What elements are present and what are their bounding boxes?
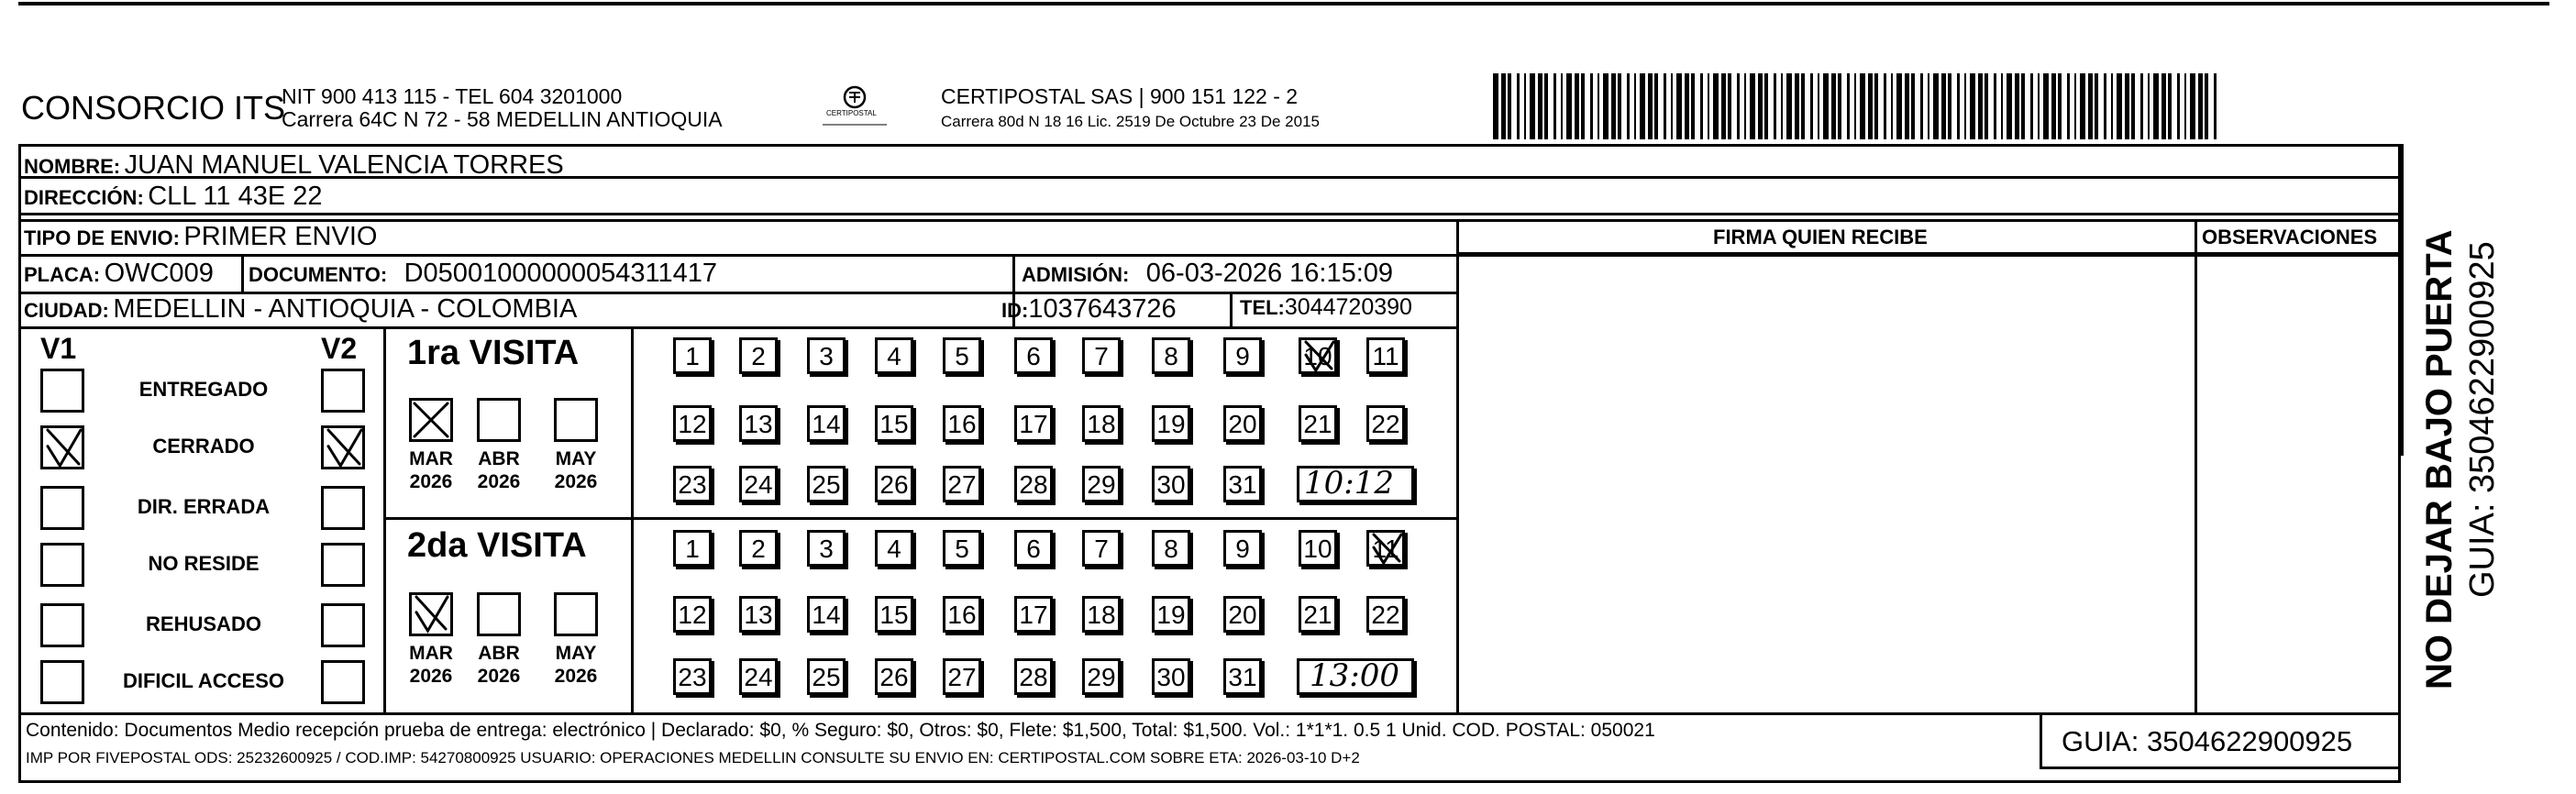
barcode-bar (1758, 73, 1763, 139)
col-line (241, 254, 244, 292)
visit2-day-box[interactable]: 23 (673, 658, 712, 695)
v1-cerrado-mark (42, 427, 84, 469)
visit1-day-box[interactable]: 16 (943, 405, 981, 442)
barcode-bar (2104, 73, 2106, 139)
visit1-day-box[interactable]: 6 (1014, 337, 1053, 374)
certipostal-logo (813, 84, 896, 136)
barcode-bar (1978, 73, 1983, 139)
barcode-bar (2190, 73, 2195, 139)
row-line (383, 517, 1458, 520)
main-frame-right (2401, 144, 2404, 456)
visit2-day-box[interactable]: 29 (1082, 658, 1121, 695)
dir-errada-label: DIR. ERRADA (137, 495, 271, 518)
visit2-day-box[interactable]: 26 (875, 658, 913, 695)
barcode-bar (1818, 73, 1819, 139)
visit1-day-box[interactable]: 4 (875, 337, 913, 374)
visit2-day-box[interactable]: 3 (807, 530, 846, 567)
barcode-bar (1640, 73, 1645, 139)
certipostal-license: Carrera 80d N 18 16 Lic. 2519 De Octubre 23 De 2015 (941, 113, 1320, 130)
barcode-bar (2007, 73, 2012, 139)
barcode-bar (1941, 73, 1946, 139)
ciudad-value: MEDELLIN - ANTIOQUIA - COLOMBIA (113, 294, 578, 324)
visit2-day-box[interactable]: 21 (1299, 596, 1337, 633)
barcode-bar (1781, 73, 1783, 139)
visit2-day-box[interactable]: 4 (875, 530, 913, 567)
barcode-bar (2131, 73, 2135, 139)
barcode-bar (2038, 73, 2040, 139)
visit1-day-box[interactable]: 23 (673, 466, 712, 502)
barcode-bar (2095, 73, 2098, 139)
visit2-day-box[interactable]: 9 (1223, 530, 1262, 567)
barcode-bar (1801, 73, 1805, 139)
barcode-bar (1524, 73, 1526, 139)
firma-label: FIRMA QUIEN RECIBE (1713, 226, 1928, 248)
barcode-bar (1603, 73, 1609, 139)
visit2-day-box[interactable]: 28 (1014, 658, 1053, 695)
cerrado-label: CERRADO (152, 435, 255, 458)
placa-value: OWC009 (104, 259, 214, 288)
visit1-day-box[interactable]: 28 (1014, 466, 1053, 502)
barcode-bar (2184, 73, 2186, 139)
visit2-month-mark (411, 594, 451, 634)
v2-dificil-acceso-checkbox[interactable] (321, 660, 365, 704)
visit1-month-may-checkbox[interactable] (554, 398, 598, 442)
rehusado-label: REHUSADO (146, 612, 261, 635)
barcode-bar (1598, 73, 1599, 139)
certipostal-line: CERTIPOSTAL SAS | 900 151 122 - 2 (941, 84, 1299, 108)
visit2-month-abr-checkbox[interactable] (477, 592, 521, 636)
visit1-day-box[interactable]: 14 (807, 405, 846, 442)
barcode-bar (1860, 73, 1865, 139)
ciudad-label: CIUDAD: (24, 299, 109, 322)
barcode-bar (2168, 73, 2172, 139)
documento-label: DOCUMENTO: (249, 263, 388, 286)
barcode-bar (1838, 73, 1841, 139)
visit1-day-box[interactable]: 3 (807, 337, 846, 374)
barcode-bar (1994, 73, 1996, 139)
visit2-day-box[interactable]: 11 (1366, 530, 1405, 567)
barcode-bar (1700, 73, 1703, 139)
direccion-label: DIRECCIÓN: (24, 186, 144, 209)
barcode-bar (1561, 73, 1563, 139)
barcode-bar (1728, 73, 1731, 139)
visit1-year-label: 2026 (409, 471, 453, 492)
barcode-bar (1618, 73, 1621, 139)
row-line (18, 326, 1458, 329)
company-name: CONSORCIO ITS (21, 89, 286, 127)
nombre-label: NOMBRE: (24, 155, 121, 178)
v1-rehusado-checkbox[interactable] (40, 603, 84, 647)
barcode-bar (1786, 73, 1792, 139)
barcode-bar (1664, 73, 1666, 139)
nit-line: NIT 900 413 115 - TEL 604 3201000 (282, 84, 623, 108)
visit2-day-box[interactable]: 6 (1014, 530, 1053, 567)
visit2-day-box[interactable]: 27 (943, 658, 981, 695)
visit1-month-label: MAY (555, 448, 597, 469)
barcode-bar (1517, 73, 1520, 139)
barcode-bar (1795, 73, 1799, 139)
visit2-day-box[interactable]: 14 (807, 596, 846, 633)
visit2-day-box[interactable]: 13 (739, 596, 778, 633)
visit1-day-box[interactable]: 25 (807, 466, 846, 502)
barcode-bar (1575, 73, 1579, 139)
v2-rehusado-checkbox[interactable] (321, 603, 365, 647)
v2-no-reside-checkbox[interactable] (321, 543, 365, 587)
v1-no-reside-checkbox[interactable] (40, 543, 84, 587)
v1-entregado-checkbox[interactable] (40, 369, 84, 413)
barcode-bar (1985, 73, 1988, 139)
direccion-value: CLL 11 43E 22 (148, 182, 323, 211)
visit1-day-box[interactable]: 29 (1082, 466, 1121, 502)
visit2-month-may-checkbox[interactable] (554, 592, 598, 636)
barcode-bar (2125, 73, 2129, 139)
footer-impresion: IMP POR FIVEPOSTAL ODS: 25232600925 / COD.IMP: 54270800925 USUARIO: OPERACIONES MEDELLIN CONSULTE SU ENVIO EN: CERTIPOSTAL.COM SOBRE ETA: 2026-03-10 D+2 (26, 749, 1360, 766)
visit1-day-box[interactable]: 13 (739, 405, 778, 442)
barcode-bar (1928, 73, 1929, 139)
barcode-bar (2058, 73, 2062, 139)
visit1-day-box[interactable]: 2 (739, 337, 778, 374)
visit1-day-box[interactable]: 31 (1223, 466, 1262, 502)
visit2-year-label: 2026 (477, 666, 521, 687)
visit2-day-box[interactable]: 20 (1223, 596, 1262, 633)
barcode-bar (1744, 73, 1746, 139)
barcode-bar (1891, 73, 1893, 139)
admision-value: 06-03-2026 16:15:09 (1145, 259, 1394, 288)
nombre-value: JUAN MANUEL VALENCIA TORRES (124, 150, 564, 180)
barcode-bar (1810, 73, 1813, 139)
barcode-bar (1868, 73, 1873, 139)
barcode-bar (1634, 73, 1636, 139)
visit1-day-box[interactable]: 10 (1299, 337, 1337, 374)
row-line (2040, 766, 2401, 769)
footer-content: Contenido: Documentos Medio recepción prueba de entrega: electrónico | Declarado: $0, % Seguro: $0, Otros: $0, Flete: $1,500, Total: $1,500. Vol.: 1*1*1. 0.5 1 Unid. COD. POSTAL: 050021 (26, 720, 1655, 741)
visit1-day-box[interactable]: 18 (1082, 405, 1121, 442)
barcode-bar (1970, 73, 1975, 139)
barcode-bar (2080, 73, 2085, 139)
visit2-month-label: MAR (409, 643, 453, 664)
visit2-day-box[interactable]: 12 (673, 596, 712, 633)
placa-label: PLACA: (24, 263, 101, 286)
v1-label: V1 (40, 332, 77, 365)
barcode-bar (1905, 73, 1909, 139)
visit1-day-box[interactable]: 19 (1152, 405, 1190, 442)
visit1-day-box[interactable]: 1 (673, 337, 712, 374)
barcode-bar (1847, 73, 1850, 139)
col-line (2040, 712, 2042, 769)
barcode-bar (1831, 73, 1836, 139)
barcode-bar (1884, 73, 1886, 139)
visit2-day-box[interactable]: 17 (1014, 596, 1053, 633)
visit2-day-box[interactable]: 31 (1223, 658, 1262, 695)
barcode-bar (2051, 73, 2056, 139)
barcode-bar (1691, 73, 1695, 139)
barcode-bar (1654, 73, 1658, 139)
barcode-bar (1676, 73, 1682, 139)
barcode-bar (1627, 73, 1630, 139)
visit2-month-label: MAY (555, 643, 597, 664)
barcode-bar (1896, 73, 1902, 139)
row-line (18, 213, 2401, 215)
barcode-bar (1750, 73, 1755, 139)
tel-label: TEL: (1240, 296, 1285, 319)
barcode-bar (2161, 73, 2166, 139)
visit1-month-label: MAR (409, 448, 453, 469)
barcode-bar (1544, 73, 1548, 139)
visit1-day-box[interactable]: 20 (1223, 405, 1262, 442)
observaciones-label: OBSERVACIONES (2202, 226, 2378, 248)
barcode-bar (2153, 73, 2159, 139)
visit1-day-box[interactable]: 7 (1082, 337, 1121, 374)
visit1-day-box[interactable]: 17 (1014, 405, 1053, 442)
visit1-day-box[interactable]: 30 (1152, 466, 1190, 502)
id-value: 1037643726 (1028, 294, 1177, 324)
visit1-day-box[interactable]: 27 (943, 466, 981, 502)
visit2-day-box[interactable]: 19 (1152, 596, 1190, 633)
barcode-bar (2214, 73, 2217, 139)
visit1-day-box[interactable]: 12 (673, 405, 712, 442)
visit1-day-box[interactable]: 11 (1366, 337, 1405, 374)
barcode-bar (1581, 73, 1585, 139)
barcode-bar (1737, 73, 1740, 139)
visit2-day-box[interactable]: 1 (673, 530, 712, 567)
barcode-bar (2074, 73, 2076, 139)
barcode-bar (1957, 73, 1960, 139)
tel-value: 3044720390 (1284, 294, 1412, 320)
visit2-day-box[interactable]: 7 (1082, 530, 1121, 567)
col-line (1456, 219, 1459, 712)
visit1-year-label: 2026 (554, 471, 598, 492)
visit1-month-mark (411, 400, 451, 440)
v2-cerrado-mark (323, 427, 365, 469)
visit1-day-box[interactable]: 21 (1299, 405, 1337, 442)
barcode-bar (1713, 73, 1719, 139)
barcode-bar (1493, 73, 1498, 139)
barcode-bar (1590, 73, 1593, 139)
visit1-day-box[interactable]: 5 (943, 337, 981, 374)
visit1-day-box[interactable]: 22 (1366, 405, 1405, 442)
visit1-year-label: 2026 (477, 471, 521, 492)
no-reside-label: NO RESIDE (148, 552, 260, 575)
barcode-bar (2030, 73, 2033, 139)
visit2-day-box[interactable]: 8 (1152, 530, 1190, 567)
barcode-bar (1911, 73, 1915, 139)
row-line (18, 712, 2401, 715)
visit1-day-box[interactable]: 15 (875, 405, 913, 442)
tipo-envio-label: TIPO DE ENVIO: (24, 226, 180, 249)
visit2-day-box[interactable]: 16 (943, 596, 981, 633)
v1-dir-errada-checkbox[interactable] (40, 486, 84, 530)
dificil-acceso-label: DIFICIL ACCESO (122, 669, 284, 692)
barcode-bar (2015, 73, 2019, 139)
visit2-day-box[interactable]: 24 (739, 658, 778, 695)
visit2-day-mark (1368, 532, 1405, 567)
visit1-day-box[interactable]: 24 (739, 466, 778, 502)
barcode-bar (1508, 73, 1511, 139)
visit2-day-box[interactable]: 22 (1366, 596, 1405, 633)
visit2-day-box[interactable]: 5 (943, 530, 981, 567)
visit2-day-box[interactable]: 2 (739, 530, 778, 567)
visit2-day-box[interactable]: 15 (875, 596, 913, 633)
visit2-month-label: ABR (478, 643, 520, 664)
barcode-bar (2043, 73, 2049, 139)
barcode-bar (2001, 73, 2003, 139)
v2-label: V2 (321, 332, 358, 365)
visit1-day-box[interactable]: 26 (875, 466, 913, 502)
entregado-label: ENTREGADO (138, 378, 269, 401)
company-address: Carrera 64C N 72 - 58 MEDELLIN ANTIOQUIA (282, 107, 723, 131)
top-border (18, 2, 2549, 6)
barcode-bar (2177, 73, 2180, 139)
visit2-year-label: 2026 (554, 666, 598, 687)
v2-dir-errada-checkbox[interactable] (321, 486, 365, 530)
barcode-bar (2021, 73, 2025, 139)
footer-guia: GUIA: 3504622900925 (2062, 725, 2353, 757)
barcode-bar (1538, 73, 1542, 139)
barcode-bar (2067, 73, 2070, 139)
no-dejar-bajo-puerta: NO DEJAR BAJO PUERTA (2419, 229, 2460, 689)
barcode-bar (1671, 73, 1673, 139)
barcode-bar (1708, 73, 1709, 139)
barcode-bar (2111, 73, 2113, 139)
barcode-bar (1823, 73, 1829, 139)
barcode-bar (1501, 73, 1506, 139)
visit2-day-box[interactable]: 25 (807, 658, 846, 695)
barcode-bar (2140, 73, 2143, 139)
visit2-year-label: 2026 (409, 666, 453, 687)
barcode-bar (1933, 73, 1939, 139)
barcode-bar (2205, 73, 2208, 139)
barcode-bar (1774, 73, 1776, 139)
visit2-day-box[interactable]: 18 (1082, 596, 1121, 633)
side-guia: GUIA: 3504622900925 (2463, 241, 2502, 598)
barcode-bar (1566, 73, 1572, 139)
barcode-bar (1553, 73, 1556, 139)
visit1-month-abr-checkbox[interactable] (477, 398, 521, 442)
barcode-bar (1964, 73, 1966, 139)
tipo-envio-value: PRIMER ENVIO (183, 222, 378, 251)
barcode-bar (1920, 73, 1923, 139)
barcode-bar (1854, 73, 1856, 139)
barcode-bar (2148, 73, 2150, 139)
visit1-title: 1ra VISITA (407, 334, 580, 372)
visit2-handwritten-time: 13:00 (1310, 657, 1399, 694)
barcode-bar (1721, 73, 1726, 139)
barcode-bar (1530, 73, 1535, 139)
barcode (1493, 73, 2223, 139)
v2-entregado-checkbox[interactable] (321, 369, 365, 413)
barcode-bar (1611, 73, 1616, 139)
col-line (2195, 219, 2197, 712)
visit2-day-box[interactable]: 10 (1299, 530, 1337, 567)
visit1-day-mark (1300, 339, 1337, 374)
admision-label: ADMISIÓN: (1022, 263, 1130, 286)
barcode-bar (1948, 73, 1951, 139)
row-line (1458, 252, 2401, 255)
barcode-bar (1764, 73, 1768, 139)
visit1-handwritten-time: 10:12 (1304, 465, 1394, 502)
id-label: ID: (1001, 299, 1029, 322)
barcode-bar (2117, 73, 2122, 139)
barcode-bar (1874, 73, 1878, 139)
documento-value: D05001000000054311417 (404, 259, 717, 288)
col-line (1230, 292, 1233, 326)
visit2-title: 2da VISITA (407, 526, 587, 565)
visit1-day-box[interactable]: 9 (1223, 337, 1262, 374)
barcode-bar (2198, 73, 2203, 139)
barcode-bar (1685, 73, 1689, 139)
barcode-bar (1648, 73, 1653, 139)
barcode-bar (2088, 73, 2093, 139)
visit1-month-label: ABR (478, 448, 520, 469)
visit2-day-box[interactable]: 30 (1152, 658, 1190, 695)
logo-text: CERTIPOSTAL (826, 109, 877, 117)
v1-dificil-acceso-checkbox[interactable] (40, 660, 84, 704)
visit1-day-box[interactable]: 8 (1152, 337, 1190, 374)
